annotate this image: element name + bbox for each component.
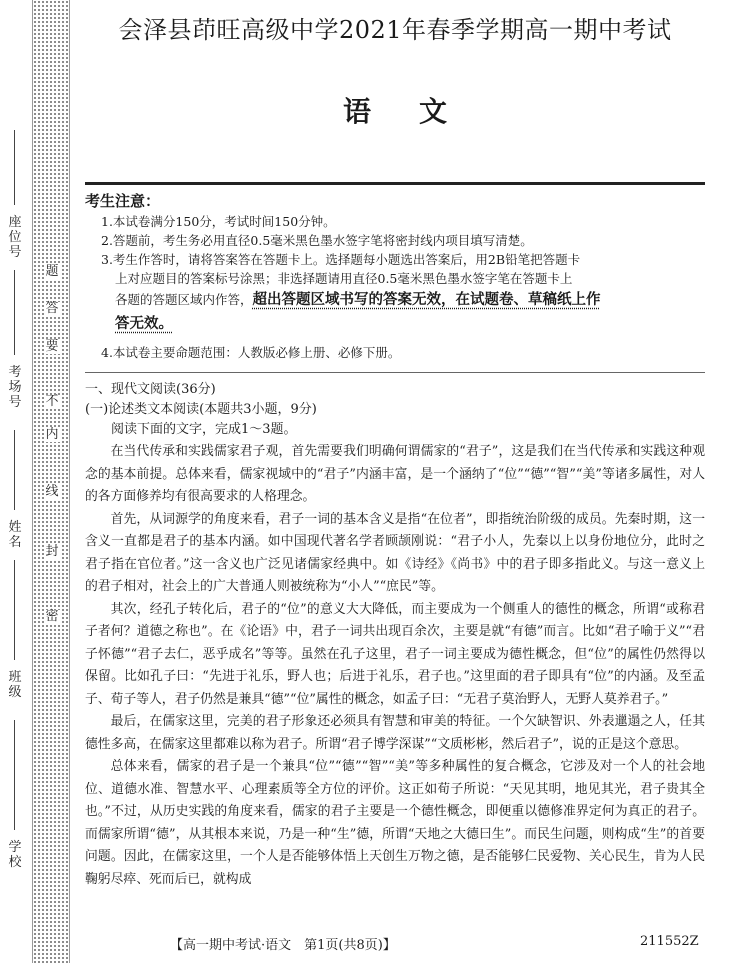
- seal-char: 内: [45, 427, 59, 442]
- paragraph: 其次，经孔子转化后，君子的“位”的意义大大降低，而主要成为一个侧重人的德性的概念，所谓“或称君子者何？道德之称也”。在《论语》中，君子一词共出现百余次，主要是就“有德”而言。比如“君子喻于义”“君子怀德”“君子去仁，恶乎成名”等等。虽然在孔子这里，君子一词主要成为德性概念，但“位”的属性仍然得以保留。比如孔子曰：“先进于礼乐，野人也；后进于礼乐，君子也。”这里面的君子即具有“位”的内涵。及至孟子、荀子等人，君子仍然是兼具“德”“位”属性的概念，如孟子曰：“无君子莫治野人，无野人莫养君子。”: [85, 601, 705, 707]
- seal-char: 密: [45, 609, 59, 624]
- seat-line: [14, 130, 15, 205]
- exam-room-label: 考场号: [8, 365, 22, 410]
- exam-title: 会泽县茚旺高级中学2021年春季学期高一期中考试: [118, 16, 672, 44]
- class-line: [14, 560, 15, 660]
- subject-title: 语文: [342, 95, 495, 128]
- seal-char: 题: [45, 264, 59, 279]
- paragraph: 最后，在儒家这里，完美的君子形象还必须具有智慧和审美的特征。一个欠缺智识、外表邋遢之人，任其德性多高，在儒家这里都难以称为君子。所谓“君子博学深谋”“文质彬彬，然后君子”，说的正是这个意思。: [85, 714, 705, 752]
- paragraph: 在当代传承和实践儒家君子观，首先需要我们明确何谓儒家的“君子”，这是我们在当代传承和实践这种观念的基本前提。总体来看，儒家视域中的“君子”内涵丰富，是一个涵纳了“位”“德”“智”“美”等诸多属性，对人的各方面修养均有很高要求的人格理念。: [85, 444, 705, 504]
- name-line: [14, 430, 15, 510]
- seal-char: 不: [45, 394, 59, 409]
- notice-item-3-cont: 上对应题目的答案标号涂黑；非选择题请用直径0.5毫米黑色墨水签字笔在答题卡上: [115, 271, 573, 286]
- emphasis-text-end: 答无效。: [115, 316, 173, 332]
- school-line: [14, 720, 15, 830]
- seal-char: 封: [45, 544, 59, 559]
- notice-item-2: 2.答题前，考生务必用直径0.5毫米黑色墨水签字笔将密封线内项目填写清楚。: [101, 233, 533, 248]
- paper-code: 211552Z: [640, 934, 699, 949]
- emphasis-text: 超出答题区域书写的答案无效，在试题卷、草稿纸上作: [252, 292, 601, 308]
- seat-label: 座位号: [8, 215, 22, 260]
- notice-item-3-cont3: [101, 314, 705, 334]
- notice-item-4: 4.本试卷主要命题范围：人教版必修上册、必修下册。: [101, 345, 401, 360]
- notice-item-3-cont2: 各题的答题区域内作答，超出答题区域书写的答案无效，在试题卷、草稿纸上作: [115, 292, 601, 308]
- binding-strip: [32, 0, 70, 963]
- page-footer: 【高一期中考试·语文 第1页(共8页)】: [170, 938, 396, 953]
- header-rule: [85, 182, 705, 185]
- section-title: 一、现代文阅读(36分): [85, 382, 216, 397]
- section-subtitle: (一)论述类文本阅读(本题共3小题，9分): [85, 402, 317, 417]
- notice-item-3: 3.考生作答时，请将答案答在答题卡上。选择题每小题选出答案后，用2B铅笔把答题卡: [101, 252, 581, 267]
- notice-divider: [85, 372, 705, 373]
- name-label: 姓名: [8, 520, 22, 550]
- notice-item-1: 1.本试卷满分150分，考试时间150分钟。: [101, 214, 336, 229]
- notice-heading: 考生注意：: [85, 192, 161, 210]
- section-instruction: 阅读下面的文字，完成1～3题。: [111, 422, 297, 437]
- seal-char: 答: [45, 301, 59, 316]
- exam-room-line: [14, 270, 15, 355]
- class-label: 班级: [8, 670, 22, 700]
- seal-char: 要: [45, 339, 59, 354]
- paragraph: 首先，从词源学的角度来看，君子一词的基本含义是指“在位者”，即指统治阶级的成员。先秦时期，这一含义一直都是君子的基本内涵。如中国现代著名学者顾颉刚说：“君子小人，先秦以上以身份地位分，此时之君子指在官位者。”这一含义也广泛见诸儒家经典中。如《诗经》《尚书》中的君子即多指此义。与这一意义上的君子相对，社会上的广大普通人则被统称为“小人”“庶民”等。: [85, 511, 705, 594]
- school-label: 学校: [8, 840, 22, 870]
- paragraph: 总体来看，儒家的君子是一个兼具“位”“德”“智”“美”等多种属性的复合概念，它涉及对一个人的社会地位、道德水准、智慧水平、心理素质等全方位的评价。这正如荀子所说：“天见其明，地见其光，君子贵其全也。”不过，从历史实践的角度来看，儒家的君子主要是一个德性概念，即便重以德修准界定何为真正的君子。而儒家所谓“德”，从其根本来说，乃是一种“生”德，所谓“天地之大德曰生”。而民生问题，则构成“生”的首要问题。因此，在儒家这里，一个人是否能够体悟上天创生万物之德，是否能够仁民爱物、关心民生，肯为人民鞠躬尽瘁、死而后已，就构成: [85, 759, 705, 887]
- reading-passage: [85, 441, 705, 891]
- seal-char: 线: [45, 484, 59, 499]
